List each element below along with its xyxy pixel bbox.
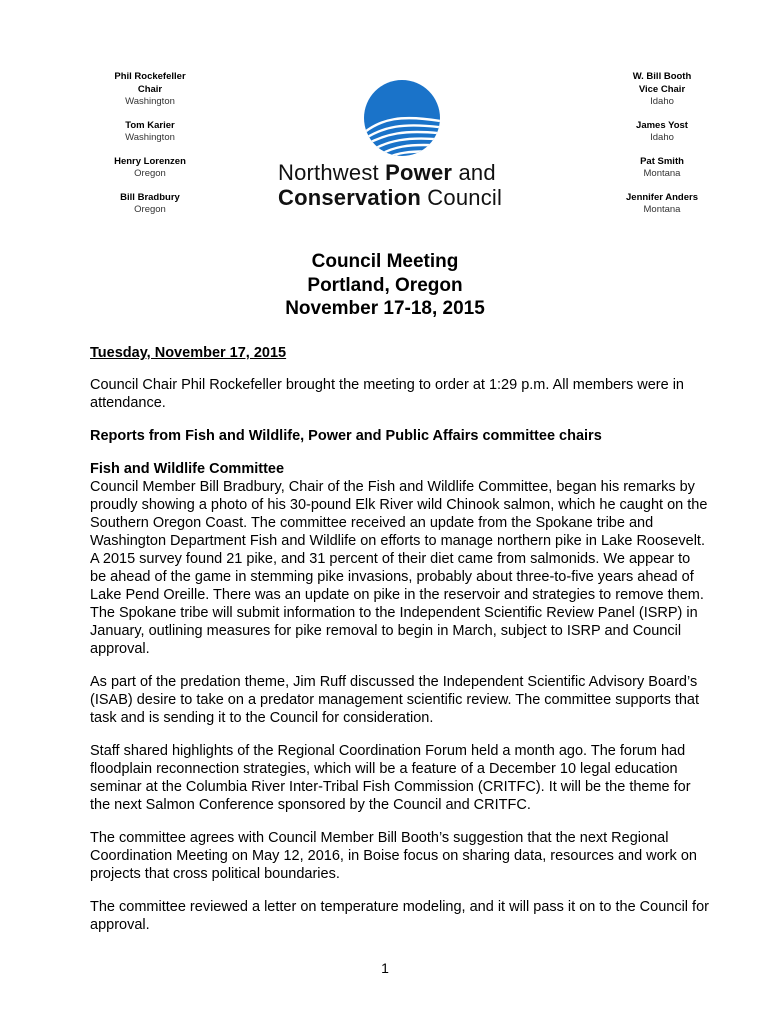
member-state: Washington	[125, 96, 175, 107]
member-entry	[587, 71, 737, 109]
section-heading: Reports from Fish and Wildlife, Power and Public Affairs committee chairs	[90, 428, 602, 444]
member-name: Jennifer Anders	[626, 191, 698, 203]
member-state: Oregon	[134, 204, 166, 215]
member-name: James Yost	[636, 119, 688, 131]
right-members-list	[587, 71, 737, 228]
member-state: Montana	[643, 204, 681, 215]
wave-globe-icon	[362, 78, 442, 158]
member-state: Oregon	[134, 168, 166, 179]
left-members-list	[75, 71, 225, 228]
member-entry	[75, 120, 225, 145]
member-title: Vice Chair	[638, 83, 686, 95]
member-state: Idaho	[650, 132, 674, 143]
member-entry	[587, 120, 737, 145]
member-name: W. Bill Booth	[632, 71, 692, 82]
member-name: Bill Bradbury	[120, 191, 180, 203]
session-date: Tuesday, November 17, 2015	[90, 345, 287, 361]
minutes-body	[90, 344, 710, 949]
meeting-location: Portland, Oregon	[307, 274, 463, 296]
member-entry	[75, 156, 225, 181]
meeting-title-line: Council Meeting	[311, 251, 459, 272]
member-name: Tom Karier	[125, 119, 175, 131]
paragraph: Staff shared highlights of the Regional Coordination Forum held a month ago. The forum had floodplain reconnection strategies, which will be a feature of a December 10 legal education seminar at the Columbia River Inter-Tribal Fish Commission (CRITFC). It will be the theme for the next Salmon Conference sponsored by the Council and CRITFC.	[90, 743, 691, 813]
member-name: Pat Smith	[640, 155, 684, 167]
member-entry	[587, 192, 737, 217]
paragraph: Council Member Bill Bradbury, Chair of the Fish and Wildlife Committee, began his remarks by proudly showing a photo of his 30-pound Elk River wild Chinook salmon, which he caught on the Southern Oregon Coast. The committee received an update from the Spokane tribe and Washington Department Fish and Wildlife on efforts to manage northern pike in Lake Roosevelt. A 2015 survey found 21 pike, and 31 percent of their diet came from salmonids. We appear to be ahead of the game in stemming pike invasions, probably about three-to-five years ahead of Lake Pend Oreille. There was an update on pike in the reservoir and strategies to remove them. The Spokane tribe will submit information to the Independent Scientific Review Panel (ISRP) in January, outlining measures for pike removal to begin in March, subject to ISRP and Council approval.	[90, 479, 708, 657]
logo-text-line1: Northwest Power and	[278, 160, 496, 185]
member-entry	[75, 71, 225, 109]
paragraph: Council Chair Phil Rockefeller brought the meeting to order at 1:29 p.m. All members were in attendance.	[90, 377, 684, 411]
logo-text-line2: Conservation Council	[278, 185, 503, 210]
member-state: Washington	[125, 132, 175, 143]
paragraph: The committee reviewed a letter on temperature modeling, and it will pass it on to the Council for approval.	[90, 899, 709, 933]
meeting-dates: November 17-18, 2015	[285, 298, 485, 319]
member-state: Idaho	[650, 96, 674, 107]
member-title: Chair	[137, 83, 163, 95]
paragraph: As part of the predation theme, Jim Ruff discussed the Independent Scientific Advisory Board’s (ISAB) desire to take on a predator management scientific review. The committee supports that task and is sending it to the Council for consideration.	[90, 674, 700, 726]
member-entry	[587, 156, 737, 181]
meeting-title	[0, 250, 770, 321]
page-number: 1	[381, 960, 389, 976]
paragraph: The committee agrees with Council Member Bill Booth’s suggestion that the next Regional Coordination Meeting on May 12, 2016, in Boise focus on sharing data, resources and work on projects that cross political boundaries.	[90, 830, 697, 882]
member-state: Montana	[643, 168, 681, 179]
subsection-heading: Fish and Wildlife Committee	[90, 461, 285, 477]
member-name: Phil Rockefeller	[114, 71, 186, 82]
member-entry	[75, 192, 225, 217]
member-name: Henry Lorenzen	[114, 155, 186, 167]
